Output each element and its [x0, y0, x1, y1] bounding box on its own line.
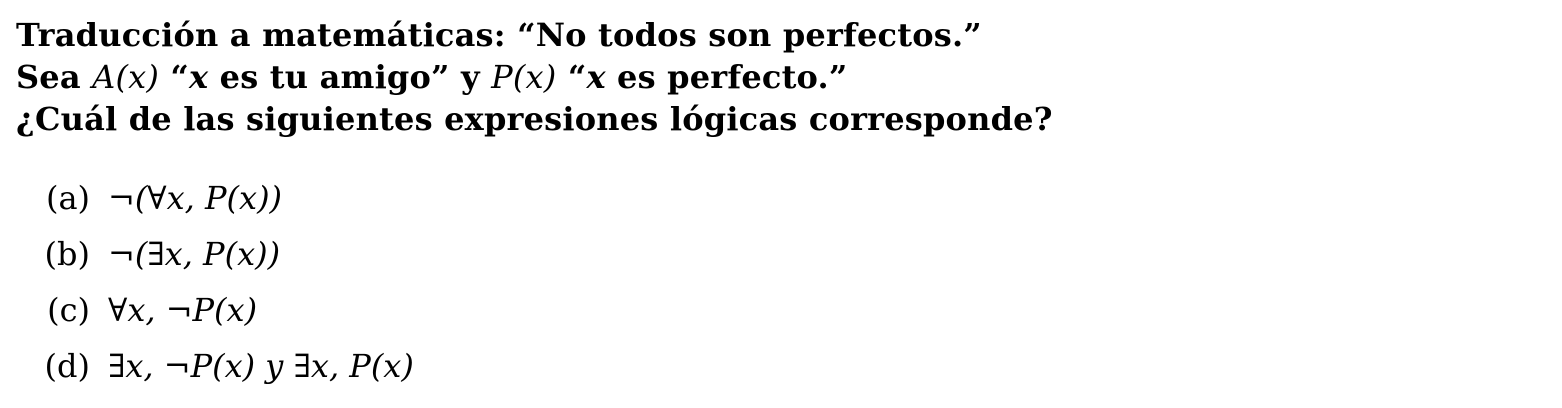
question-text	[16, 14, 1053, 140]
option-c[interactable]	[28, 282, 414, 338]
question-title: Traducción a matemáticas: “No todos son perfectos.”	[16, 16, 982, 54]
predicate-a: A(x)	[92, 58, 160, 96]
option-label: (d)	[44, 347, 90, 385]
question-definitions	[16, 56, 1053, 98]
question-prompt: ¿Cuál de las siguientes expresiones lógicas corresponde?	[16, 100, 1053, 138]
definitions-quote-open-2: “	[556, 58, 587, 96]
option-expression: ¬(∀x, P(x))	[108, 179, 283, 217]
option-expression: ∀x, ¬P(x)	[108, 291, 258, 329]
option-label: (a)	[45, 179, 90, 217]
definitions-prefix: Sea	[16, 58, 93, 96]
option-label: (b)	[44, 235, 90, 273]
variable-x-2: x	[586, 58, 606, 96]
definitions-suffix: es perfecto.”	[605, 58, 848, 96]
option-expression: ¬(∃x, P(x))	[108, 235, 281, 273]
option-a[interactable]	[28, 170, 414, 226]
definitions-quote-open-1: “	[159, 58, 190, 96]
option-b[interactable]	[28, 226, 414, 282]
definitions-middle: es tu amigo” y	[208, 58, 492, 96]
variable-x-1: x	[189, 58, 209, 96]
option-d[interactable]	[28, 338, 414, 394]
option-label: (c)	[47, 291, 90, 329]
answer-options	[28, 170, 414, 394]
option-expression: ∃x, ¬P(x) y ∃x, P(x)	[108, 347, 414, 385]
predicate-p: P(x)	[491, 58, 557, 96]
